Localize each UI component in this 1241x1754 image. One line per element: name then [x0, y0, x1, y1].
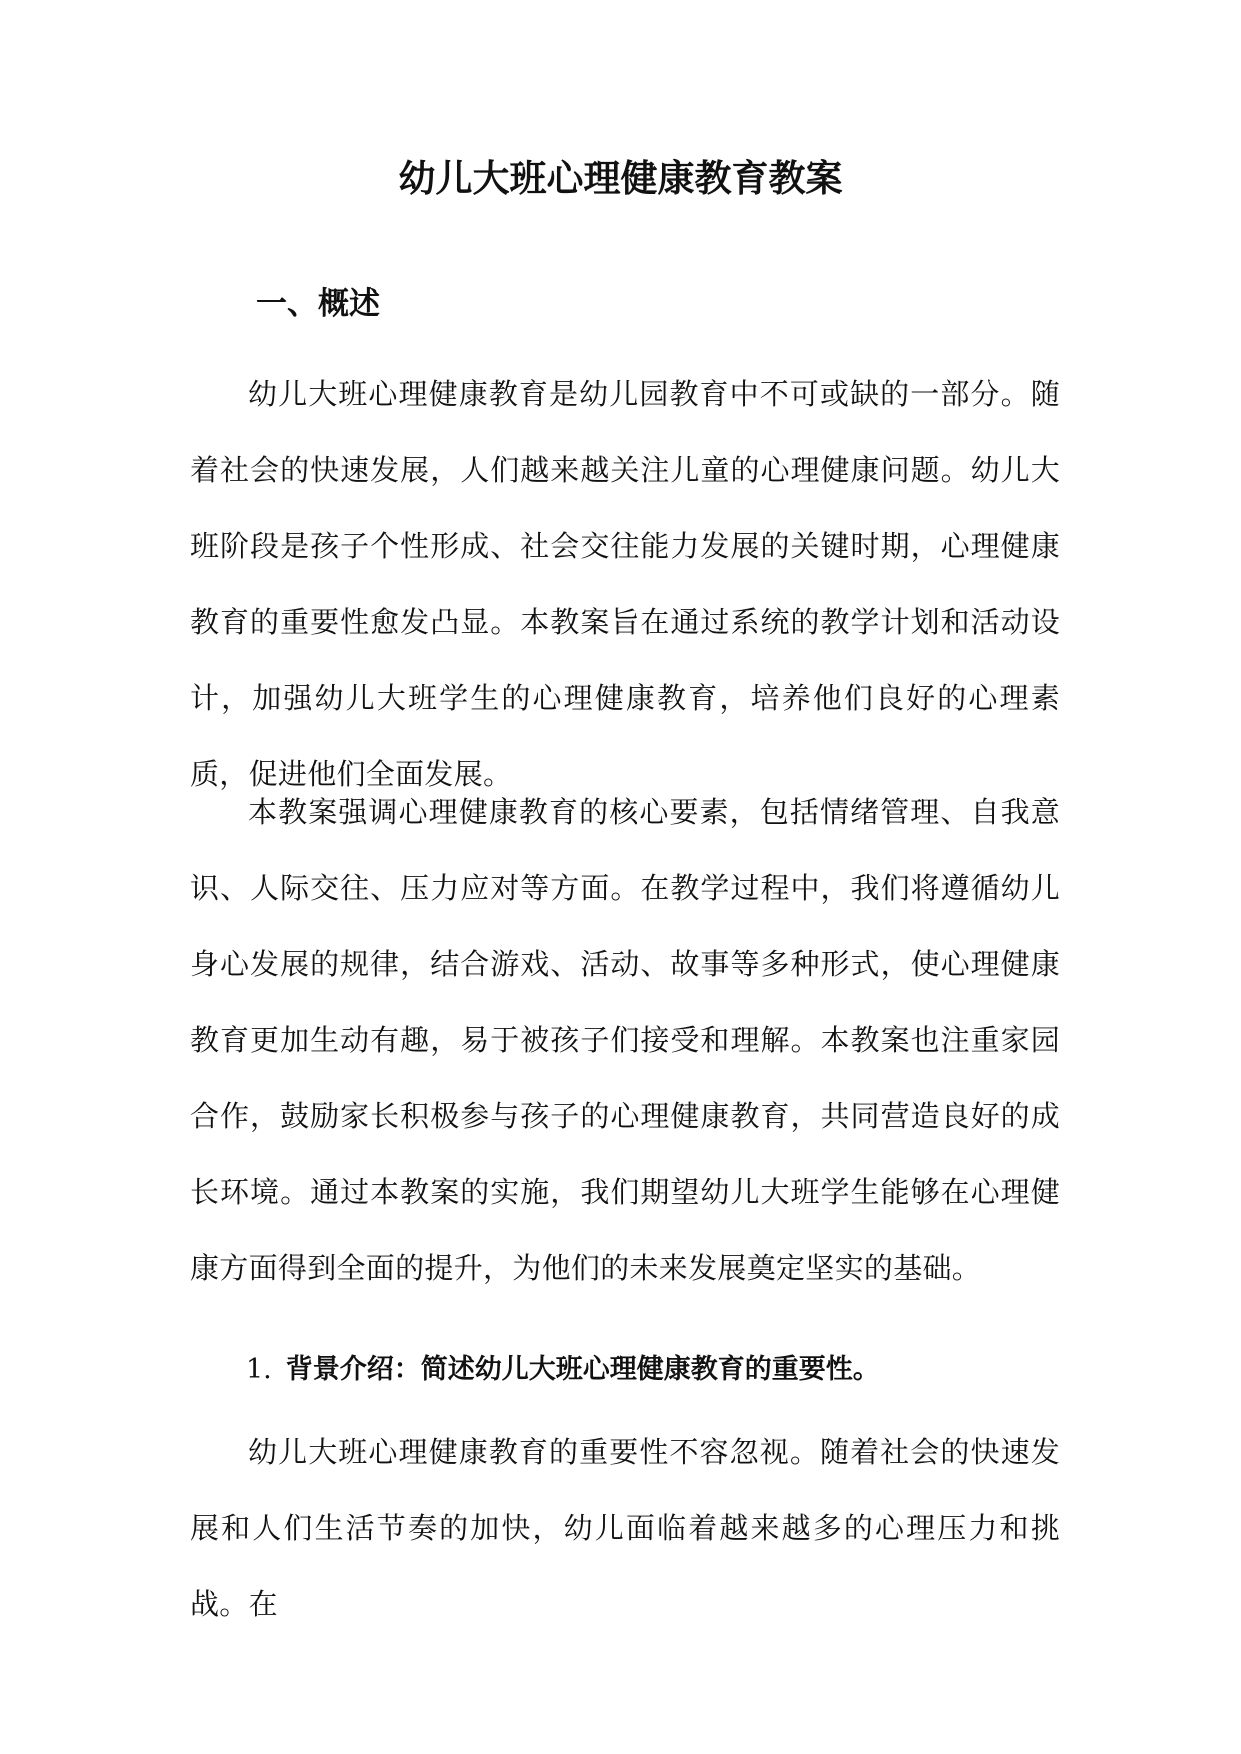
subsection-number: 1. [246, 1354, 272, 1385]
section-heading-overview: 一、概述 [256, 286, 380, 322]
overview-paragraph-1: 幼儿大班心理健康教育是幼儿园教育中不可或缺的一部分。随着社会的快速发展，人们越来越关注儿童的心理健康问题。幼儿大班阶段是孩子个性形成、社会交往能力发展的关键时期，心理健康教育的重要性愈发凸显。本教案旨在通过系统的教学计划和活动设计，加强幼儿大班学生的心理健康教育，培养他们良好的心理素质，促进他们全面发展。 [190, 377, 1060, 791]
subsection-heading-text: 背景介绍：简述幼儿大班心理健康教育的重要性。 [285, 1354, 880, 1385]
background-paragraph: 幼儿大班心理健康教育的重要性不容忽视。随着社会的快速发展和人们生活节奏的加快，幼儿面临着越来越多的心理压力和挑战。在 [190, 1435, 1060, 1621]
document-title: 幼儿大班心理健康教育教案 [398, 156, 843, 200]
subsection-heading-background [246, 1345, 880, 1395]
overview-paragraph-2: 本教案强调心理健康教育的核心要素，包括情绪管理、自我意识、人际交往、压力应对等方面。在教学过程中，我们将遵循幼儿身心发展的规律，结合游戏、活动、故事等多种形式，使心理健康教育更加生动有趣，易于被孩子们接受和理解。本教案也注重家园合作，鼓励家长积极参与孩子的心理健康教育，共同营造良好的成长环境。通过本教案的实施，我们期望幼儿大班学生能够在心理健康方面得到全面的提升，为他们的未来发展奠定坚实的基础。 [190, 795, 1060, 1285]
